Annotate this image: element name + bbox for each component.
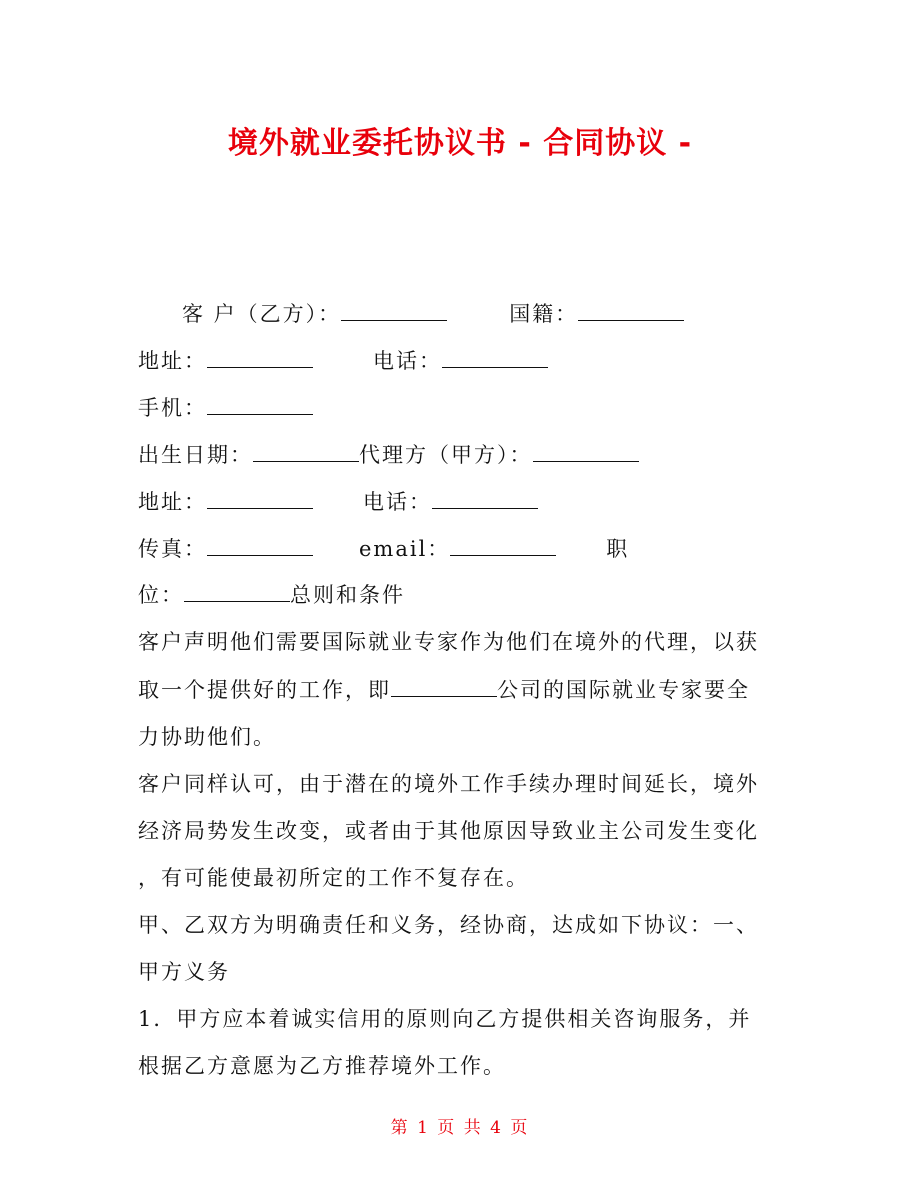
birthdate-line	[138, 440, 639, 470]
company-blank	[391, 676, 497, 697]
position-line	[138, 580, 405, 610]
email-blank	[450, 535, 556, 556]
agent-address-label: 地址：	[138, 490, 207, 514]
agent-blank	[533, 441, 639, 462]
mobile-label: 手机：	[138, 396, 207, 420]
agent-address-blank	[207, 488, 313, 509]
paragraph-text: 取一个提供好的工作，即	[138, 678, 391, 702]
client-address-blank	[207, 347, 313, 368]
client-address-line	[138, 346, 548, 376]
paragraph-line: 客户声明他们需要国际就业专家作为他们在境外的代理，以获	[138, 630, 759, 654]
agent-address-line	[138, 487, 538, 517]
client-phone-blank	[442, 347, 548, 368]
page-footer: 第 1 页 共 4 页	[390, 1118, 530, 1138]
birthdate-label: 出生日期：	[138, 443, 253, 467]
birthdate-blank	[253, 441, 359, 462]
agent-phone-label: 电话：	[363, 490, 432, 514]
fax-label: 传真：	[138, 537, 207, 561]
nationality-label: 国籍：	[509, 302, 579, 326]
client-label: 客 户（乙方）：	[182, 302, 342, 326]
client-blank	[341, 300, 447, 321]
client-line	[182, 299, 684, 329]
paragraph-line: 1．甲方应本着诚实信用的原则向乙方提供相关咨询服务，并	[138, 1007, 752, 1031]
paragraph-line: 经济局势发生改变，或者由于其他原因导致业主公司发生变化	[138, 819, 759, 843]
agent-label: 代理方（甲方）：	[359, 443, 533, 467]
paragraph-line: 甲、乙双方为明确责任和义务，经协商，达成如下协议：一、	[138, 913, 759, 937]
paragraph-text: 公司的国际就业专家要全	[497, 678, 750, 702]
section-heading: 甲方义务	[138, 960, 230, 984]
client-phone-label: 电话：	[373, 349, 442, 373]
email-label: email：	[359, 537, 451, 561]
fax-blank	[207, 535, 313, 556]
position-label-part2: 位：	[138, 583, 184, 607]
mobile-blank	[207, 394, 313, 415]
mobile-line	[138, 393, 313, 423]
client-address-label: 地址：	[138, 349, 207, 373]
document-title: 境外就业委托协议书 - 合同协议 -	[227, 126, 693, 161]
position-blank	[184, 581, 290, 602]
paragraph-line: ，有可能使最初所定的工作不复存在。	[138, 866, 529, 890]
paragraph-line: 力协助他们。	[138, 725, 276, 749]
fax-line	[138, 534, 629, 564]
nationality-blank	[578, 300, 684, 321]
paragraph-line: 根据乙方意愿为乙方推荐境外工作。	[138, 1054, 506, 1078]
paragraph-line: 客户同样认可，由于潜在的境外工作手续办理时间延长，境外	[138, 772, 759, 796]
position-label-part1: 职	[606, 537, 630, 561]
agent-phone-blank	[432, 488, 538, 509]
paragraph-line-with-blank	[138, 675, 750, 705]
general-section-heading: 总则和条件	[290, 583, 405, 607]
